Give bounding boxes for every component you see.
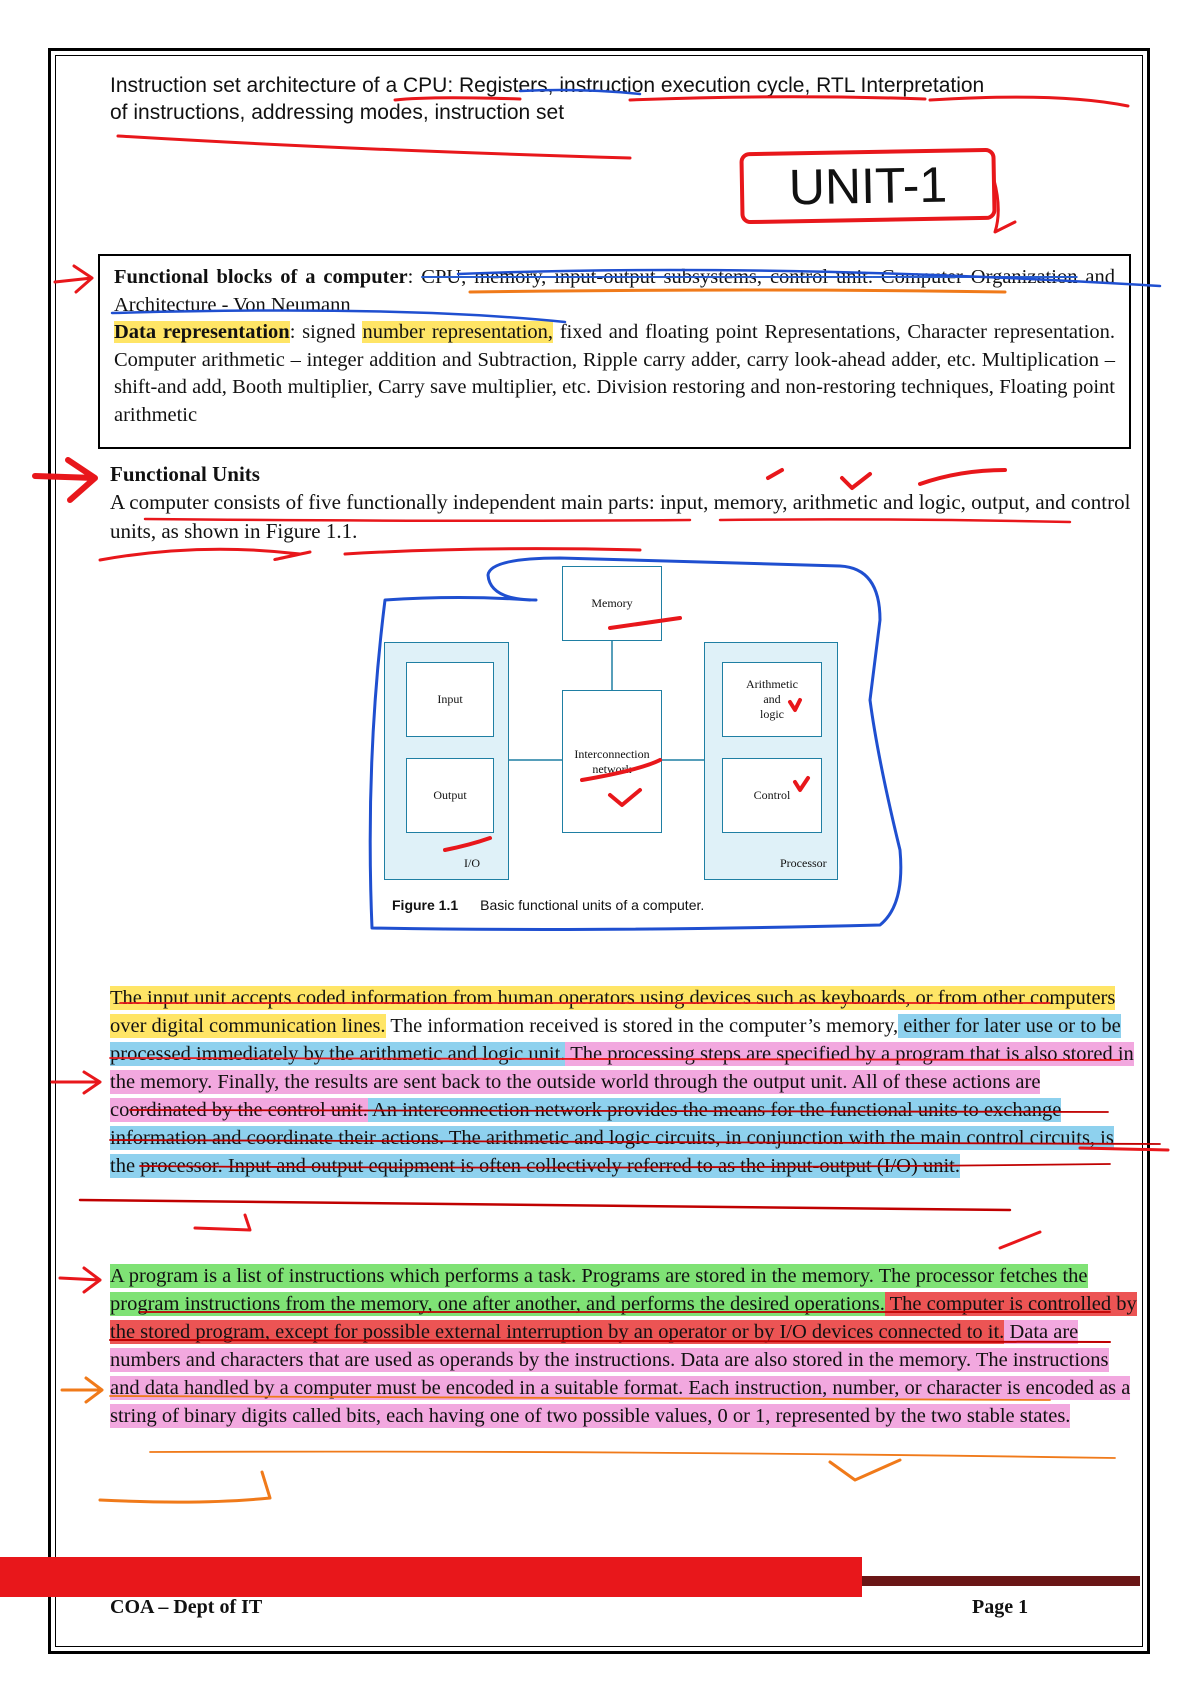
p1-sentence-4: The processing steps are specified by a program that is also stored in the memory.	[110, 1043, 1134, 1093]
memory-label: Memory	[591, 596, 633, 610]
architecture-text: and Architecture - Von Neumann	[114, 266, 1115, 316]
computer-organization-text: Computer Organization	[872, 266, 1078, 288]
p1-sentence-1: The input unit accepts coded information from human operators using devices such as keyboards, or from other computers over digital communication lines.	[110, 987, 1116, 1037]
output-label: Output	[433, 788, 467, 802]
fb-separator: :	[407, 266, 422, 288]
p2-sentence-3: Data are numbers and characters that are used as operands by the instructions. Data are also stored in the memory. The instructions and data handled by a computer must be encoded in a suitable format. Each instruction, number, or character is encoded as a string of binary digits called bits, each having one of two possible values, 0 or 1, represented by the two stable states.	[110, 1321, 1131, 1427]
functional-units-title: Functional Units	[110, 462, 260, 486]
paragraph-program	[110, 1262, 1140, 1430]
topic-line-2: of instructions, addressing modes, instruction set	[110, 101, 565, 124]
number-representation-text: number representation,	[362, 321, 554, 343]
interconnection-label-1: Interconnection	[574, 746, 650, 761]
footer-dark-bar	[862, 1576, 1140, 1586]
interconnection-label-2: network	[592, 761, 632, 776]
footer-department: COA – Dept of IT	[110, 1596, 263, 1618]
p2-sentence-2: The computer is controlled by the stored program, except for possible external interruption by an operator or by I/O devices connected to it.	[110, 1293, 1137, 1343]
dr-separator: : signed	[289, 321, 363, 343]
figure-connectors	[384, 560, 850, 900]
functional-units-intro: A computer consists of five functionally independent main parts: input, memory, arithmetic and logic, output, and control units, as shown in Figure 1.1.	[110, 490, 1131, 543]
processor-tag: Processor	[780, 856, 827, 870]
figure-caption-label: Figure 1.1	[392, 897, 459, 913]
figure-basic-functional-units	[384, 560, 850, 920]
syllabus-box	[98, 254, 1131, 449]
alu-label-2: and	[763, 692, 781, 706]
p1-sentence-6: An interconnection network provides the means for the functional units to exchange information and coordinate their actions. The arithmetic and logic circuits, in conjunction with the main control circuits, is the processor. Input and output equipment is often collectively referred to as the input-output (I/O) unit.	[110, 1099, 1114, 1177]
topic-header	[110, 72, 1130, 126]
figure-caption	[392, 897, 704, 913]
p1-sentence-5: Finally, the results are sent back to the outside world through the output unit. All of these actions are coordinated by the control unit.	[110, 1071, 1041, 1121]
unit-label-text: UNIT-1	[788, 156, 948, 216]
p2-sentence-1: A program is a list of instructions which performs a task. Programs are stored in the memory. The processor fetches the program instructions from the memory, one after another, and performs the desired operations.	[110, 1265, 1088, 1315]
functional-blocks-items: CPU, memory, input-output subsystems, control unit.	[421, 266, 873, 288]
data-representation-details: fixed and floating point Representations, Character representation. Computer arithmetic – integer addition and Subtraction, Ripple carry adder, carry look-ahead adder, etc. Multiplication – shift-and add, Booth multiplier, Carry save multiplier, etc. Division restoring and non-restoring techniques, Floating point arithmetic	[114, 321, 1116, 426]
p1-sentence-3: either for later use or to be processed immediately by the arithmetic and logic unit.	[110, 1015, 1121, 1065]
functional-blocks-title: Functional blocks of a computer	[114, 266, 408, 288]
control-label: Control	[753, 788, 791, 802]
input-label: Input	[437, 692, 463, 706]
footer-page-number: Page 1	[972, 1596, 1029, 1618]
io-tag: I/O	[464, 856, 480, 870]
figure-caption-text: Basic functional units of a computer.	[480, 897, 705, 913]
topic-line-1: Instruction set architecture of a CPU: Registers, instruction execution cycle, RTL Interpretation	[110, 74, 985, 97]
unit-label	[739, 148, 996, 224]
footer-red-bar	[0, 1557, 862, 1597]
data-representation-title: Data representation	[114, 321, 290, 343]
alu-label-3: logic	[759, 707, 784, 721]
p1-sentence-2: The information received is stored in the computer’s memory,	[385, 1015, 899, 1037]
paragraph-input-unit	[110, 984, 1140, 1180]
alu-label-1: Arithmetic	[746, 677, 798, 691]
